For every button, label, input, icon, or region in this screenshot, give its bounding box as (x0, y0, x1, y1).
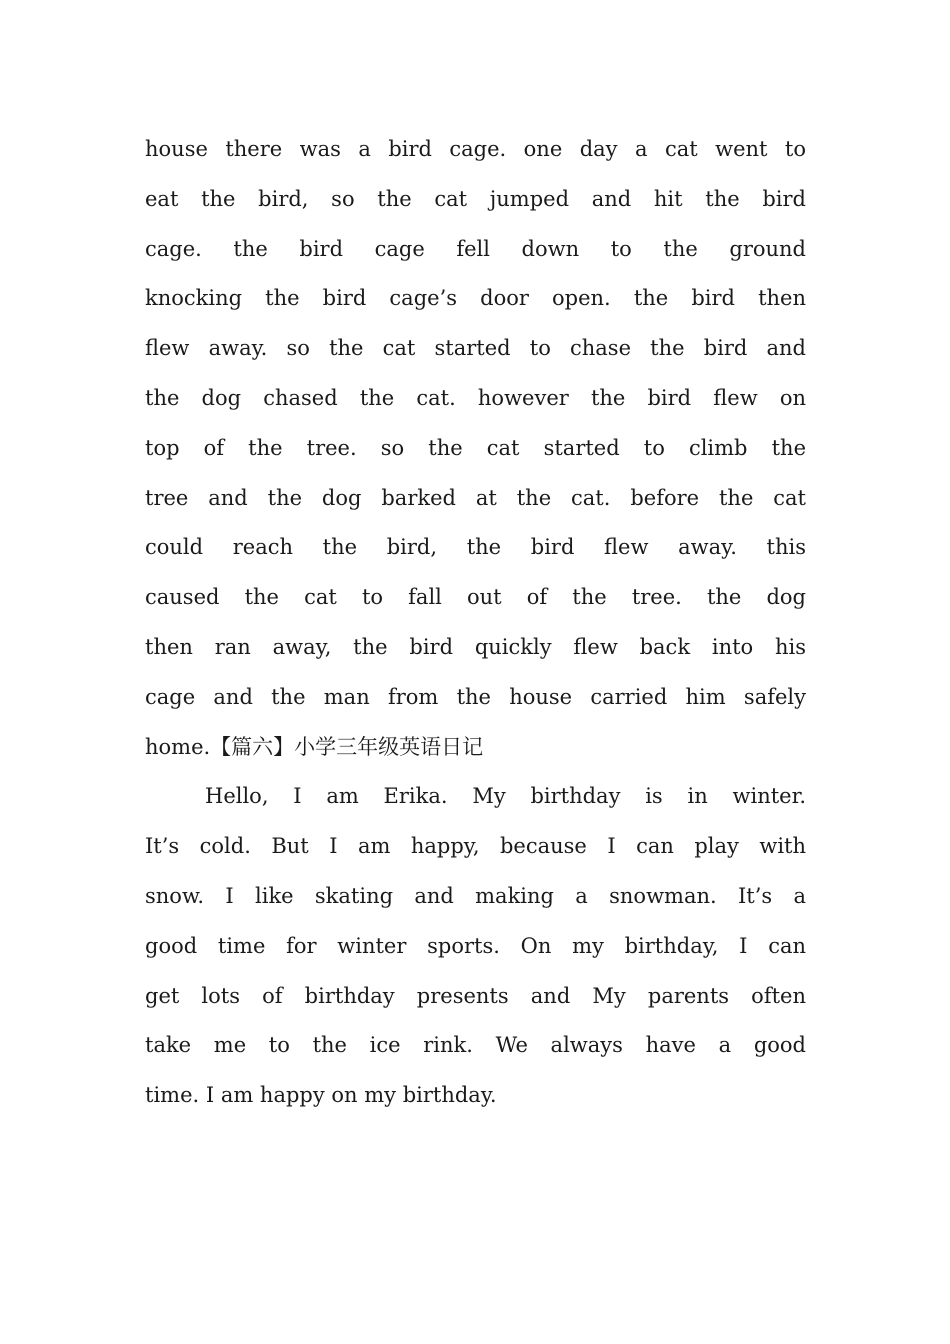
section-heading-line: home.【篇六】小学三年级英语日记 (145, 734, 484, 759)
text-line: take me to the ice rink. We always have a good (145, 1033, 806, 1058)
text-line: top of the tree. so the cat started to climb the (145, 435, 806, 460)
text-line: tree and the dog barked at the cat. before the cat (145, 485, 806, 510)
text-line: It’s cold. But I am happy, because I can play with (145, 834, 806, 859)
text-line: good time for winter sports. On my birthday, I can (145, 933, 806, 958)
text-line: the dog chased the cat. however the bird flew on (145, 385, 806, 410)
text-line: could reach the bird, the bird flew away. this (145, 535, 806, 560)
text-line: caused the cat to fall out of the tree. the dog (145, 585, 806, 610)
body-text (145, 125, 806, 1121)
text-line: cage and the man from the house carried him safely (145, 684, 806, 709)
text-line: get lots of birthday presents and My parents often (145, 983, 806, 1008)
text-line: house there was a bird cage. one day a cat went to (145, 137, 806, 161)
text-line: cage. the bird cage fell down to the ground (145, 236, 806, 261)
text-line: eat the bird, so the cat jumped and hit the bird (145, 186, 806, 211)
text-line: flew away. so the cat started to chase the bird and (145, 336, 806, 361)
text-line: snow. I like skating and making a snowman. It’s a (145, 883, 806, 908)
text-line: knocking the bird cage’s door open. the bird then (145, 286, 806, 311)
paragraph-first-line: Hello, I am Erika. My birthday is in winter. (205, 784, 806, 809)
text-line: time. I am happy on my birthday. (145, 1083, 497, 1108)
text-line: then ran away, the bird quickly flew back into his (145, 634, 806, 659)
